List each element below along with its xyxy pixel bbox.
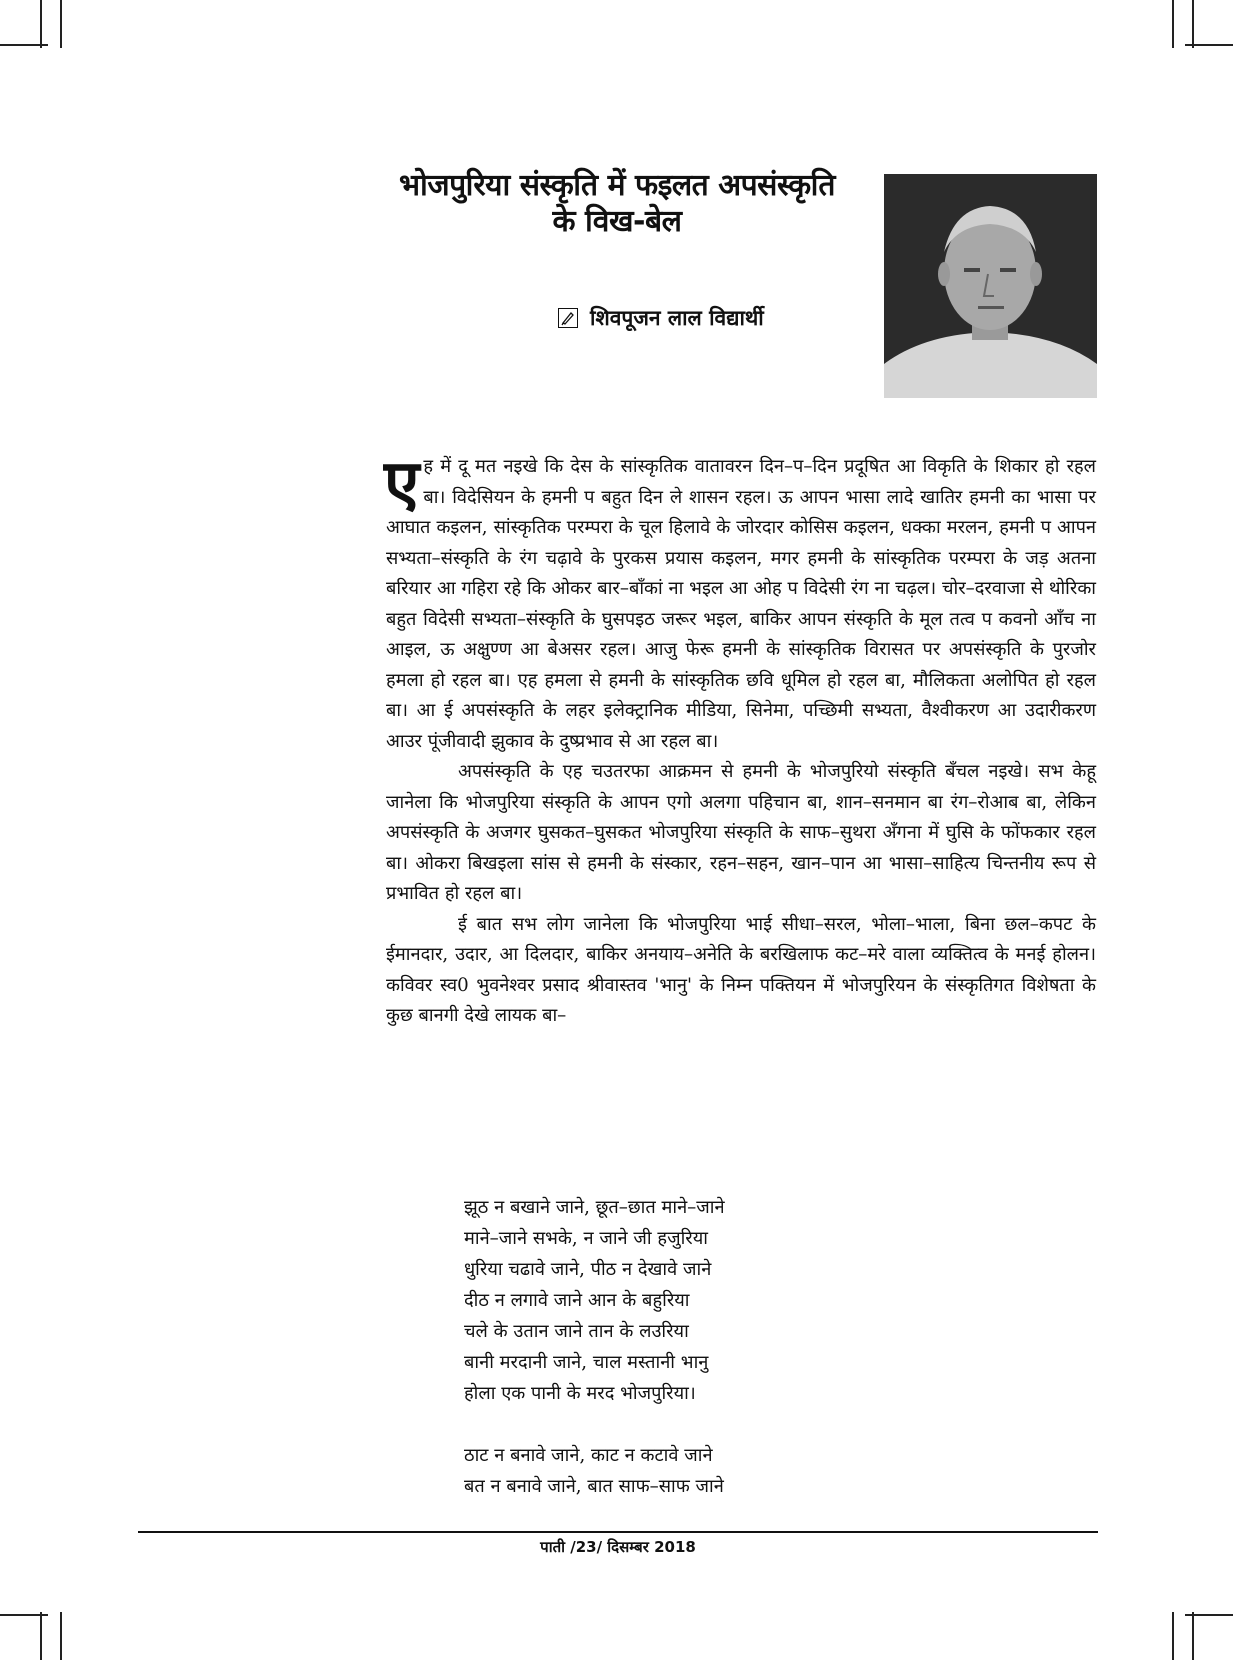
verse-line: होला एक पानी के मरद भोजपुरिया। bbox=[464, 1383, 696, 1404]
pen-icon bbox=[558, 308, 578, 328]
author-photo bbox=[884, 174, 1097, 398]
author-byline bbox=[558, 304, 764, 332]
crop-mark bbox=[40, 0, 42, 48]
crop-mark bbox=[0, 44, 48, 46]
verse-line: धुरिया चढावे जाने, पीठ न देखावे जाने bbox=[464, 1259, 712, 1280]
verse-line: बानी मरदानी जाने, चाल मस्तानी भानु bbox=[464, 1352, 709, 1373]
crop-mark bbox=[1172, 1612, 1174, 1660]
author-name: शिवपूजन लाल विद्यार्थी bbox=[590, 306, 764, 330]
paragraph-2: अपसंस्कृति के एह चउतरफा आक्रमन से हमनी के भोजपुरियो संस्कृति बँचल नइखे। सभ केहू जानेला कि भोजपुरिया संस्कृति के आपन एगो अलगा पहिचान बा, शान–सनमान बा रंग–रोआब बा, लेकिन अपसंस्कृति के अजगर घुसकत–घुसकत भोजपुरिया संस्कृति के साफ–सुथरा अँगना में घुसि के फोंफकार रहल बा। ओकरा बिखइला सांस से हमनी के संस्कार, रहन–सहन, खान–पान आ भासा–साहित्य चिन्तनीय रूप से प्रभावित हो रहल बा। bbox=[386, 761, 1096, 904]
title-line-1: भोजपुरिया संस्कृति में फइलत अपसंस्कृति bbox=[398, 168, 836, 203]
article-body bbox=[384, 446, 1096, 1032]
article-title bbox=[372, 168, 862, 240]
crop-mark bbox=[60, 1612, 62, 1660]
crop-mark bbox=[40, 1612, 42, 1660]
crop-mark bbox=[1192, 0, 1194, 48]
crop-mark bbox=[1192, 1612, 1194, 1660]
paragraph-1 bbox=[384, 446, 1096, 757]
crop-mark bbox=[1185, 44, 1233, 46]
crop-mark bbox=[60, 0, 62, 48]
title-line-2: के विख-बेल bbox=[552, 204, 682, 239]
verse-line: बत न बनावे जाने, बात साफ–साफ जाने bbox=[464, 1476, 724, 1497]
paragraph-3: ई बात सभ लोग जानेला कि भोजपुरिया भाई सीधा–सरल, भोला–भाला, बिना छल–कपट के ईमानदार, उदार, आ दिलदार, बाकिर अनयाय–अनेति के बरखिलाफ कट–मरे वाला व्यक्तित्व के मनई होलन। कविवर स्व0 भुवनेश्वर प्रसाद श्रीवास्तव 'भानु' के निम्न पक्तियन में भोजपुरियन के संस्कृतिगत विशेषता के कुछ बानगी देखे लायक बा– bbox=[386, 913, 1096, 1026]
verse-line: दीठ न लगावे जाने आन के बहुरिया bbox=[464, 1290, 690, 1311]
verse-block bbox=[464, 1192, 884, 1502]
footer-rule bbox=[138, 1531, 1098, 1533]
page-footer: पाती /23/ दिसम्बर 2018 bbox=[540, 1538, 696, 1556]
paragraph-1-text: ह में दू मत नइखे कि देस के सांस्कृतिक वातावरन दिन–प–दिन प्रदूषित आ विकृति के शिकार हो रहल बा। विदेसियन के हमनी प बहुत दिन ले शासन रहल। ऊ आपन भासा लादे खातिर हमनी का भासा पर आघात कइलन, सांस्कृतिक परम्परा के चूल हिलावे के जोरदार कोसिस कइलन, धक्का मरलन, हमनी प आपन सभ्यता–संस्कृति के रंग चढ़ावे के पुरकस प्रयास कइलन, मगर हमनी के सांस्कृतिक परम्परा के जड़ अतना बरियार आ गहिरा रहे कि ओकर बार–बाँकां ना भइल आ ओह प विदेसी रंग ना चढ़ल। चोर–दरवाजा से थोरिका बहुत विदेसी सभ्यता–संस्कृति के घुसपइठ जरूर भइल, बाकिर आपन संस्कृति के मूल तत्व प कवनो आँच ना आइल, ऊ अक्षुण्ण आ बेअसर रहल। आजु फेरू हमनी के सांस्कृतिक विरासत पर अपसंस्कृति के पुरजोर हमला हो रहल बा। एह हमला से हमनी के सांस्कृतिक छवि धूमिल हो रहल बा, मौलिकता अलोपित हो रहल बा। आ ई अपसंस्कृति के लहर इलेक्ट्रानिक मीडिया, सिनेमा, पच्छिमी सभ्यता, वैश्वीकरण आ उदारीकरण आउर पूंजीवादी झुकाव के दुष्प्रभाव से आ रहल बा। bbox=[386, 456, 1096, 752]
verse-line: झूठ न बखाने जाने, छूत–छात माने–जाने bbox=[464, 1197, 725, 1218]
verse-line: माने–जाने सभके, न जाने जी हजुरिया bbox=[464, 1228, 708, 1249]
verse-line: चले के उतान जाने तान के लउरिया bbox=[464, 1321, 689, 1342]
verse-line: ठाट न बनावे जाने, काट न कटावे जाने bbox=[464, 1445, 713, 1466]
crop-mark bbox=[1172, 0, 1174, 48]
drop-cap: ए bbox=[384, 446, 420, 521]
stanza-gap bbox=[464, 1409, 884, 1440]
